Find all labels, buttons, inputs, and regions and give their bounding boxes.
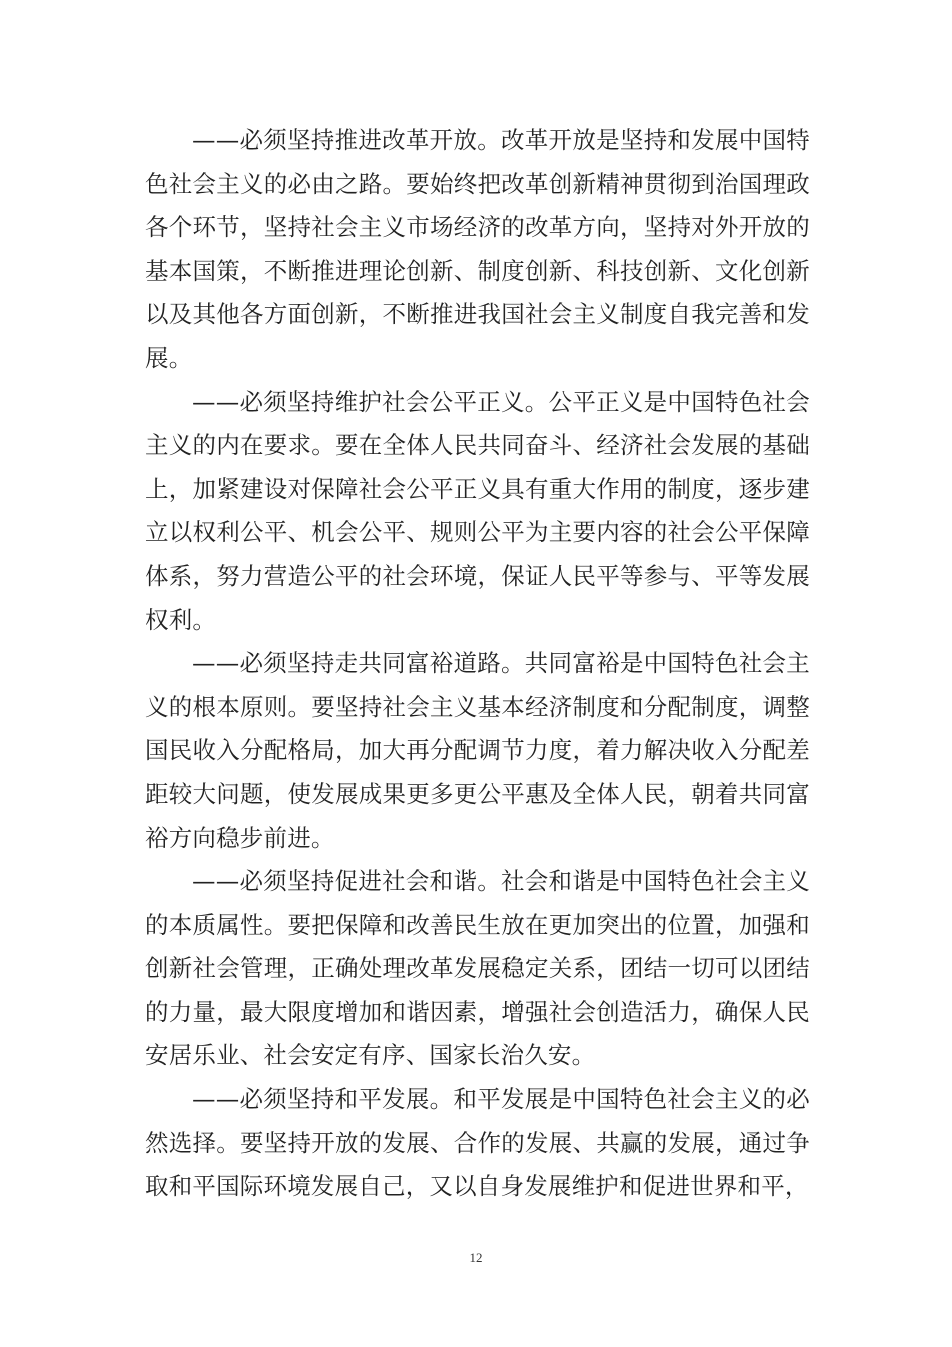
- body-text: [145, 119, 810, 1209]
- paragraph-reform-opening: ——必须坚持推进改革开放。改革开放是坚持和发展中国特色社会主义的必由之路。要始终把改革创新精神贯彻到治国理政各个环节，坚持社会主义市场经济的改革方向，坚持对外开放的基本国策，不断推进理论创新、制度创新、科技创新、文化创新以及其他各方面创新，不断推进我国社会主义制度自我完善和发展。: [145, 126, 810, 372]
- paragraph-social-harmony: ——必须坚持促进社会和谐。社会和谐是中国特色社会主义的本质属性。要把保障和改善民生放在更加突出的位置，加强和创新社会管理，正确处理改革发展稳定关系，团结一切可以团结的力量，最大限度增加和谐因素，增强社会创造活力，确保人民安居乐业、社会安定有序、国家长治久安。: [145, 867, 810, 1070]
- paragraph-social-justice: ——必须坚持维护社会公平正义。公平正义是中国特色社会主义的内在要求。要在全体人民共同奋斗、经济社会发展的基础上，加紧建设对保障社会公平正义具有重大作用的制度，逐步建立以权利公平、机会公平、规则公平为主要内容的社会公平保障体系，努力营造公平的社会环境，保证人民平等参与、平等发展权利。: [145, 387, 810, 634]
- paragraph-common-prosperity: ——必须坚持走共同富裕道路。共同富裕是中国特色社会主义的根本原则。要坚持社会主义基本经济制度和分配制度，调整国民收入分配格局，加大再分配调节力度，着力解决收入分配差距较大问题，使发展成果更多更公平惠及全体人民，朝着共同富裕方向稳步前进。: [145, 649, 810, 852]
- paragraph-peaceful-development: ——必须坚持和平发展。和平发展是中国特色社会主义的必然选择。要坚持开放的发展、合作的发展、共赢的发展，通过争取和平国际环境发展自己，又以自身发展维护和促进世界和平，: [145, 1085, 810, 1201]
- page-number: 12: [469, 1250, 483, 1265]
